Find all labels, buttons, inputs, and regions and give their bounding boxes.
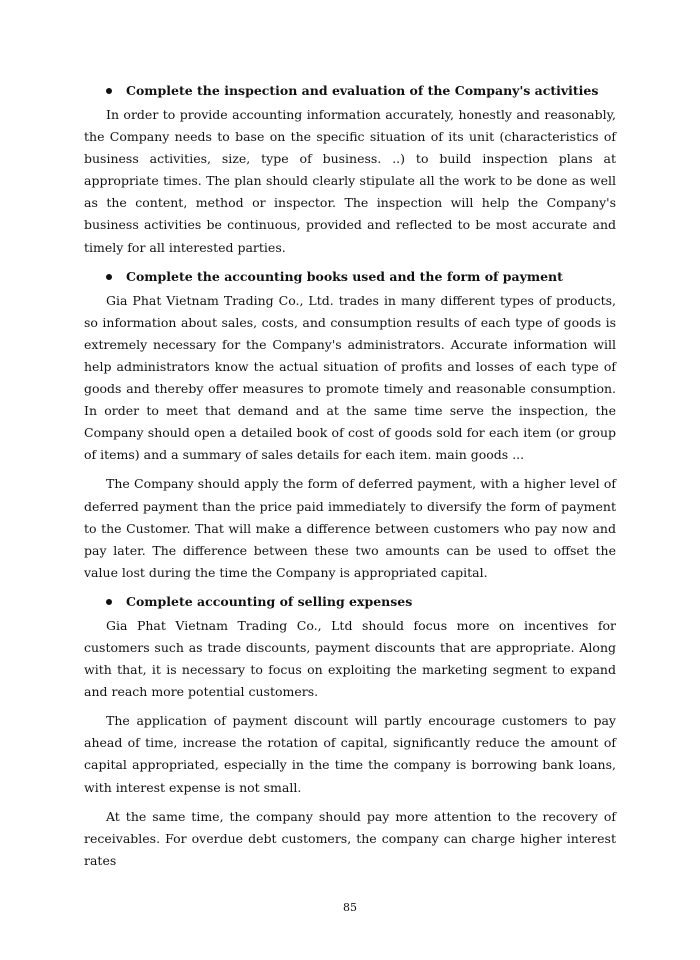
page-number: 85 xyxy=(343,901,357,914)
heading-text: Complete the inspection and evaluation of the Company's activities xyxy=(126,83,599,98)
section-heading-accounting-books xyxy=(84,266,616,288)
bullet-icon xyxy=(106,88,112,94)
paragraph: The Company should apply the form of deferred payment, with a higher level of deferred payment than the price paid immediately to diversify the form of payment to the Customer. That will make a difference between customers who pay now and pay later. The difference between these two amounts can be used to offset the value lost during the time the Company is appropriated capital. xyxy=(84,476,616,580)
paragraph: Gia Phat Vietnam Trading Co., Ltd should focus more on incentives for customers such as trade discounts, payment discounts that are appropriate. Along with that, it is necessary to focus on exploiting the marketing segment to expand and reach more potential customers. xyxy=(84,617,616,700)
bullet-icon xyxy=(106,599,112,605)
section-heading-selling-expenses xyxy=(84,591,616,613)
paragraph: In order to provide accounting information accurately, honestly and reasonably, the Company needs to base on the specific situation of its unit (characteristics of business activities, size, type of business. ..) to build inspection plans at appropriate times. The plan should clearly stipulate all the work to be done as well as the content, method or inspector. The inspection will help the Company's business activities be continuous, provided and reflected to be most accurate and timely for all interested parties. xyxy=(84,107,616,255)
section-heading-inspection xyxy=(84,80,616,102)
paragraph: The application of payment discount will partly encourage customers to pay ahead of time, increase the rotation of capital, significantly reduce the amount of capital appropriated, especially in the time the company is borrowing bank loans, with interest expense is not small. xyxy=(84,713,616,795)
heading-text: Complete the accounting books used and the form of payment xyxy=(126,268,563,284)
paragraph: Gia Phat Vietnam Trading Co., Ltd. trades in many different types of products, so information about sales, costs, and consumption results of each type of goods is extremely necessary for the Company's administrators. Accurate information will help administrators know the actual situation of profits and losses of each type of goods and thereby offer measures to promote timely and reasonable consumption. In order to meet that demand and at the same time serve the inspection, the Company should open a detailed book of cost of goods sold for each item (or group of items) and a summary of sales details for each item. main goods ... xyxy=(84,292,616,463)
bullet-icon xyxy=(106,274,112,280)
paragraph: At the same time, the company should pay more attention to the recovery of receivables. For overdue debt customers, the company can charge higher interest rates xyxy=(84,808,616,868)
document-page xyxy=(84,80,616,879)
heading-text: Complete accounting of selling expenses xyxy=(126,593,413,609)
